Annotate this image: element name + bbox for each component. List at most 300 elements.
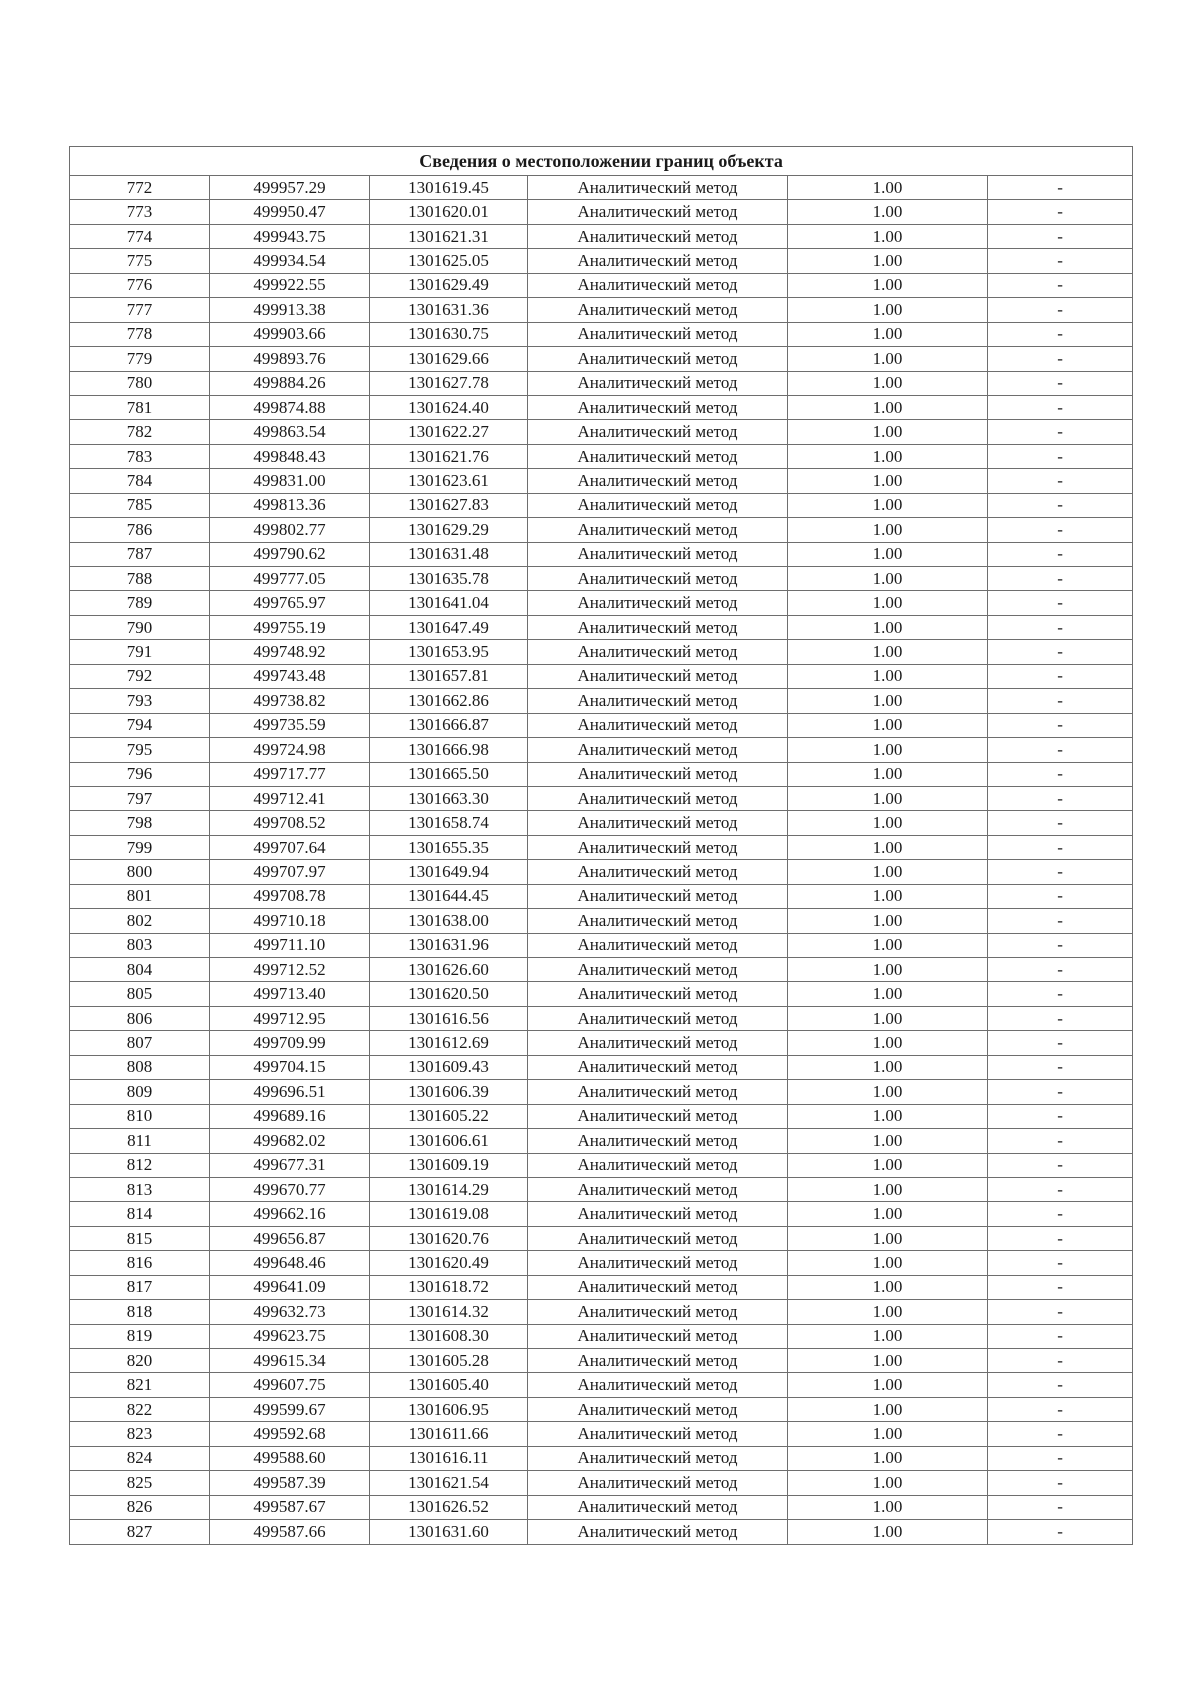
point-number-cell: 772 (70, 176, 210, 200)
y-coordinate-cell: 1301624.40 (370, 395, 528, 419)
y-coordinate-cell: 1301621.31 (370, 224, 528, 248)
method-cell: Аналитический метод (528, 1324, 788, 1348)
y-coordinate-cell: 1301638.00 (370, 909, 528, 933)
point-number-cell: 784 (70, 469, 210, 493)
description-cell: - (988, 493, 1133, 517)
description-cell: - (988, 249, 1133, 273)
accuracy-cell: 1.00 (788, 1006, 988, 1030)
x-coordinate-cell: 499748.92 (210, 640, 370, 664)
point-number-cell: 791 (70, 640, 210, 664)
point-number-cell: 807 (70, 1031, 210, 1055)
accuracy-cell: 1.00 (788, 200, 988, 224)
x-coordinate-cell: 499588.60 (210, 1446, 370, 1470)
y-coordinate-cell: 1301666.87 (370, 713, 528, 737)
y-coordinate-cell: 1301629.66 (370, 347, 528, 371)
point-number-cell: 793 (70, 689, 210, 713)
accuracy-cell: 1.00 (788, 1471, 988, 1495)
x-coordinate-cell: 499738.82 (210, 689, 370, 713)
description-cell: - (988, 1495, 1133, 1519)
accuracy-cell: 1.00 (788, 1520, 988, 1544)
description-cell: - (988, 811, 1133, 835)
accuracy-cell: 1.00 (788, 738, 988, 762)
method-cell: Аналитический метод (528, 395, 788, 419)
point-number-cell: 805 (70, 982, 210, 1006)
x-coordinate-cell: 499934.54 (210, 249, 370, 273)
method-cell: Аналитический метод (528, 371, 788, 395)
x-coordinate-cell: 499922.55 (210, 273, 370, 297)
y-coordinate-cell: 1301662.86 (370, 689, 528, 713)
method-cell: Аналитический метод (528, 738, 788, 762)
accuracy-cell: 1.00 (788, 1275, 988, 1299)
x-coordinate-cell: 499848.43 (210, 444, 370, 468)
accuracy-cell: 1.00 (788, 1251, 988, 1275)
accuracy-cell: 1.00 (788, 933, 988, 957)
point-number-cell: 779 (70, 347, 210, 371)
description-cell: - (988, 860, 1133, 884)
y-coordinate-cell: 1301644.45 (370, 884, 528, 908)
point-number-cell: 827 (70, 1520, 210, 1544)
point-number-cell: 820 (70, 1349, 210, 1373)
method-cell: Аналитический метод (528, 1349, 788, 1373)
x-coordinate-cell: 499696.51 (210, 1080, 370, 1104)
y-coordinate-cell: 1301606.39 (370, 1080, 528, 1104)
table-row (70, 176, 1133, 200)
y-coordinate-cell: 1301608.30 (370, 1324, 528, 1348)
description-cell: - (988, 1226, 1133, 1250)
description-cell: - (988, 1471, 1133, 1495)
method-cell: Аналитический метод (528, 982, 788, 1006)
method-cell: Аналитический метод (528, 1275, 788, 1299)
x-coordinate-cell: 499777.05 (210, 567, 370, 591)
table-title-row (70, 147, 1133, 176)
method-cell: Аналитический метод (528, 835, 788, 859)
accuracy-cell: 1.00 (788, 786, 988, 810)
method-cell: Аналитический метод (528, 1129, 788, 1153)
table-row (70, 958, 1133, 982)
y-coordinate-cell: 1301616.56 (370, 1006, 528, 1030)
table-row (70, 1177, 1133, 1201)
method-cell: Аналитический метод (528, 1446, 788, 1470)
method-cell: Аналитический метод (528, 786, 788, 810)
table-row (70, 982, 1133, 1006)
description-cell: - (988, 1520, 1133, 1544)
method-cell: Аналитический метод (528, 1055, 788, 1079)
y-coordinate-cell: 1301612.69 (370, 1031, 528, 1055)
accuracy-cell: 1.00 (788, 884, 988, 908)
x-coordinate-cell: 499863.54 (210, 420, 370, 444)
accuracy-cell: 1.00 (788, 958, 988, 982)
table-row (70, 762, 1133, 786)
accuracy-cell: 1.00 (788, 1373, 988, 1397)
point-number-cell: 778 (70, 322, 210, 346)
method-cell: Аналитический метод (528, 1251, 788, 1275)
method-cell: Аналитический метод (528, 493, 788, 517)
description-cell: - (988, 640, 1133, 664)
x-coordinate-cell: 499743.48 (210, 664, 370, 688)
y-coordinate-cell: 1301641.04 (370, 591, 528, 615)
x-coordinate-cell: 499765.97 (210, 591, 370, 615)
y-coordinate-cell: 1301621.76 (370, 444, 528, 468)
x-coordinate-cell: 499903.66 (210, 322, 370, 346)
x-coordinate-cell: 499648.46 (210, 1251, 370, 1275)
table-row (70, 1495, 1133, 1519)
accuracy-cell: 1.00 (788, 835, 988, 859)
table-row (70, 493, 1133, 517)
accuracy-cell: 1.00 (788, 1080, 988, 1104)
accuracy-cell: 1.00 (788, 371, 988, 395)
y-coordinate-cell: 1301647.49 (370, 615, 528, 639)
x-coordinate-cell: 499708.52 (210, 811, 370, 835)
description-cell: - (988, 958, 1133, 982)
description-cell: - (988, 1324, 1133, 1348)
description-cell: - (988, 1153, 1133, 1177)
point-number-cell: 816 (70, 1251, 210, 1275)
point-number-cell: 814 (70, 1202, 210, 1226)
y-coordinate-cell: 1301614.29 (370, 1177, 528, 1201)
accuracy-cell: 1.00 (788, 1300, 988, 1324)
accuracy-cell: 1.00 (788, 591, 988, 615)
y-coordinate-cell: 1301666.98 (370, 738, 528, 762)
description-cell: - (988, 982, 1133, 1006)
point-number-cell: 794 (70, 713, 210, 737)
y-coordinate-cell: 1301631.36 (370, 298, 528, 322)
method-cell: Аналитический метод (528, 1226, 788, 1250)
method-cell: Аналитический метод (528, 1006, 788, 1030)
method-cell: Аналитический метод (528, 347, 788, 371)
method-cell: Аналитический метод (528, 1495, 788, 1519)
table-row (70, 1055, 1133, 1079)
point-number-cell: 776 (70, 273, 210, 297)
description-cell: - (988, 1177, 1133, 1201)
method-cell: Аналитический метод (528, 933, 788, 957)
description-cell: - (988, 347, 1133, 371)
point-number-cell: 803 (70, 933, 210, 957)
description-cell: - (988, 1446, 1133, 1470)
method-cell: Аналитический метод (528, 1373, 788, 1397)
y-coordinate-cell: 1301606.95 (370, 1397, 528, 1421)
description-cell: - (988, 371, 1133, 395)
method-cell: Аналитический метод (528, 1520, 788, 1544)
method-cell: Аналитический метод (528, 909, 788, 933)
method-cell: Аналитический метод (528, 689, 788, 713)
y-coordinate-cell: 1301620.76 (370, 1226, 528, 1250)
x-coordinate-cell: 499831.00 (210, 469, 370, 493)
point-number-cell: 783 (70, 444, 210, 468)
point-number-cell: 821 (70, 1373, 210, 1397)
point-number-cell: 802 (70, 909, 210, 933)
accuracy-cell: 1.00 (788, 982, 988, 1006)
description-cell: - (988, 933, 1133, 957)
description-cell: - (988, 664, 1133, 688)
y-coordinate-cell: 1301627.78 (370, 371, 528, 395)
x-coordinate-cell: 499682.02 (210, 1129, 370, 1153)
description-cell: - (988, 395, 1133, 419)
x-coordinate-cell: 499710.18 (210, 909, 370, 933)
point-number-cell: 801 (70, 884, 210, 908)
method-cell: Аналитический метод (528, 1177, 788, 1201)
table-row (70, 860, 1133, 884)
y-coordinate-cell: 1301631.96 (370, 933, 528, 957)
description-cell: - (988, 224, 1133, 248)
table-row (70, 1251, 1133, 1275)
x-coordinate-cell: 499790.62 (210, 542, 370, 566)
point-number-cell: 812 (70, 1153, 210, 1177)
y-coordinate-cell: 1301631.48 (370, 542, 528, 566)
point-number-cell: 826 (70, 1495, 210, 1519)
accuracy-cell: 1.00 (788, 1226, 988, 1250)
table-row (70, 224, 1133, 248)
method-cell: Аналитический метод (528, 884, 788, 908)
description-cell: - (988, 1055, 1133, 1079)
point-number-cell: 798 (70, 811, 210, 835)
description-cell: - (988, 1373, 1133, 1397)
method-cell: Аналитический метод (528, 713, 788, 737)
accuracy-cell: 1.00 (788, 420, 988, 444)
point-number-cell: 819 (70, 1324, 210, 1348)
accuracy-cell: 1.00 (788, 249, 988, 273)
description-cell: - (988, 1300, 1133, 1324)
accuracy-cell: 1.00 (788, 1202, 988, 1226)
y-coordinate-cell: 1301606.61 (370, 1129, 528, 1153)
x-coordinate-cell: 499802.77 (210, 518, 370, 542)
point-number-cell: 811 (70, 1129, 210, 1153)
y-coordinate-cell: 1301658.74 (370, 811, 528, 835)
point-number-cell: 800 (70, 860, 210, 884)
y-coordinate-cell: 1301635.78 (370, 567, 528, 591)
x-coordinate-cell: 499587.66 (210, 1520, 370, 1544)
x-coordinate-cell: 499607.75 (210, 1373, 370, 1397)
y-coordinate-cell: 1301665.50 (370, 762, 528, 786)
y-coordinate-cell: 1301657.81 (370, 664, 528, 688)
method-cell: Аналитический метод (528, 249, 788, 273)
method-cell: Аналитический метод (528, 591, 788, 615)
point-number-cell: 815 (70, 1226, 210, 1250)
x-coordinate-cell: 499712.95 (210, 1006, 370, 1030)
method-cell: Аналитический метод (528, 1080, 788, 1104)
accuracy-cell: 1.00 (788, 176, 988, 200)
description-cell: - (988, 615, 1133, 639)
accuracy-cell: 1.00 (788, 909, 988, 933)
y-coordinate-cell: 1301621.54 (370, 1471, 528, 1495)
description-cell: - (988, 713, 1133, 737)
table-row (70, 273, 1133, 297)
point-number-cell: 799 (70, 835, 210, 859)
method-cell: Аналитический метод (528, 1397, 788, 1421)
x-coordinate-cell: 499677.31 (210, 1153, 370, 1177)
accuracy-cell: 1.00 (788, 1422, 988, 1446)
y-coordinate-cell: 1301629.49 (370, 273, 528, 297)
x-coordinate-cell: 499735.59 (210, 713, 370, 737)
point-number-cell: 777 (70, 298, 210, 322)
description-cell: - (988, 469, 1133, 493)
point-number-cell: 788 (70, 567, 210, 591)
y-coordinate-cell: 1301605.22 (370, 1104, 528, 1128)
point-number-cell: 822 (70, 1397, 210, 1421)
y-coordinate-cell: 1301614.32 (370, 1300, 528, 1324)
y-coordinate-cell: 1301626.52 (370, 1495, 528, 1519)
table-row (70, 347, 1133, 371)
point-number-cell: 790 (70, 615, 210, 639)
x-coordinate-cell: 499623.75 (210, 1324, 370, 1348)
description-cell: - (988, 689, 1133, 713)
x-coordinate-cell: 499957.29 (210, 176, 370, 200)
table-row (70, 1031, 1133, 1055)
x-coordinate-cell: 499913.38 (210, 298, 370, 322)
y-coordinate-cell: 1301620.49 (370, 1251, 528, 1275)
x-coordinate-cell: 499712.52 (210, 958, 370, 982)
method-cell: Аналитический метод (528, 518, 788, 542)
table-row (70, 1324, 1133, 1348)
accuracy-cell: 1.00 (788, 860, 988, 884)
method-cell: Аналитический метод (528, 860, 788, 884)
method-cell: Аналитический метод (528, 444, 788, 468)
table-title: Сведения о местоположении границ объекта (70, 147, 1133, 176)
x-coordinate-cell: 499689.16 (210, 1104, 370, 1128)
table-row (70, 1520, 1133, 1544)
y-coordinate-cell: 1301630.75 (370, 322, 528, 346)
x-coordinate-cell: 499656.87 (210, 1226, 370, 1250)
y-coordinate-cell: 1301627.83 (370, 493, 528, 517)
accuracy-cell: 1.00 (788, 224, 988, 248)
x-coordinate-cell: 499813.36 (210, 493, 370, 517)
description-cell: - (988, 1080, 1133, 1104)
accuracy-cell: 1.00 (788, 1031, 988, 1055)
point-number-cell: 810 (70, 1104, 210, 1128)
description-cell: - (988, 1129, 1133, 1153)
table-row (70, 811, 1133, 835)
accuracy-cell: 1.00 (788, 811, 988, 835)
table-row (70, 786, 1133, 810)
method-cell: Аналитический метод (528, 640, 788, 664)
point-number-cell: 774 (70, 224, 210, 248)
accuracy-cell: 1.00 (788, 615, 988, 639)
point-number-cell: 786 (70, 518, 210, 542)
table-row (70, 909, 1133, 933)
table-row (70, 518, 1133, 542)
x-coordinate-cell: 499632.73 (210, 1300, 370, 1324)
x-coordinate-cell: 499615.34 (210, 1349, 370, 1373)
table-row (70, 469, 1133, 493)
method-cell: Аналитический метод (528, 1031, 788, 1055)
y-coordinate-cell: 1301609.19 (370, 1153, 528, 1177)
method-cell: Аналитический метод (528, 1104, 788, 1128)
table-row (70, 200, 1133, 224)
point-number-cell: 780 (70, 371, 210, 395)
method-cell: Аналитический метод (528, 762, 788, 786)
method-cell: Аналитический метод (528, 224, 788, 248)
x-coordinate-cell: 499704.15 (210, 1055, 370, 1079)
description-cell: - (988, 420, 1133, 444)
table-row (70, 1349, 1133, 1373)
table-row (70, 884, 1133, 908)
y-coordinate-cell: 1301653.95 (370, 640, 528, 664)
method-cell: Аналитический метод (528, 615, 788, 639)
method-cell: Аналитический метод (528, 1300, 788, 1324)
description-cell: - (988, 884, 1133, 908)
description-cell: - (988, 1104, 1133, 1128)
x-coordinate-cell: 499592.68 (210, 1422, 370, 1446)
accuracy-cell: 1.00 (788, 713, 988, 737)
accuracy-cell: 1.00 (788, 493, 988, 517)
accuracy-cell: 1.00 (788, 1446, 988, 1470)
description-cell: - (988, 1275, 1133, 1299)
table-row (70, 542, 1133, 566)
accuracy-cell: 1.00 (788, 1129, 988, 1153)
method-cell: Аналитический метод (528, 542, 788, 566)
y-coordinate-cell: 1301611.66 (370, 1422, 528, 1446)
method-cell: Аналитический метод (528, 469, 788, 493)
description-cell: - (988, 567, 1133, 591)
table-row (70, 1226, 1133, 1250)
description-cell: - (988, 1349, 1133, 1373)
table-row (70, 640, 1133, 664)
accuracy-cell: 1.00 (788, 567, 988, 591)
point-number-cell: 823 (70, 1422, 210, 1446)
point-number-cell: 789 (70, 591, 210, 615)
description-cell: - (988, 835, 1133, 859)
point-number-cell: 795 (70, 738, 210, 762)
point-number-cell: 787 (70, 542, 210, 566)
table-row (70, 713, 1133, 737)
table-row (70, 615, 1133, 639)
method-cell: Аналитический метод (528, 420, 788, 444)
y-coordinate-cell: 1301629.29 (370, 518, 528, 542)
table-row (70, 591, 1133, 615)
accuracy-cell: 1.00 (788, 469, 988, 493)
y-coordinate-cell: 1301620.01 (370, 200, 528, 224)
accuracy-cell: 1.00 (788, 518, 988, 542)
description-cell: - (988, 1422, 1133, 1446)
x-coordinate-cell: 499711.10 (210, 933, 370, 957)
description-cell: - (988, 1251, 1133, 1275)
accuracy-cell: 1.00 (788, 1153, 988, 1177)
description-cell: - (988, 542, 1133, 566)
accuracy-cell: 1.00 (788, 762, 988, 786)
table-row (70, 371, 1133, 395)
point-number-cell: 782 (70, 420, 210, 444)
accuracy-cell: 1.00 (788, 444, 988, 468)
y-coordinate-cell: 1301631.60 (370, 1520, 528, 1544)
x-coordinate-cell: 499670.77 (210, 1177, 370, 1201)
y-coordinate-cell: 1301649.94 (370, 860, 528, 884)
table-row (70, 420, 1133, 444)
description-cell: - (988, 1397, 1133, 1421)
method-cell: Аналитический метод (528, 273, 788, 297)
y-coordinate-cell: 1301618.72 (370, 1275, 528, 1299)
x-coordinate-cell: 499950.47 (210, 200, 370, 224)
description-cell: - (988, 1202, 1133, 1226)
point-number-cell: 796 (70, 762, 210, 786)
point-number-cell: 813 (70, 1177, 210, 1201)
table-row (70, 664, 1133, 688)
y-coordinate-cell: 1301655.35 (370, 835, 528, 859)
accuracy-cell: 1.00 (788, 1495, 988, 1519)
point-number-cell: 818 (70, 1300, 210, 1324)
x-coordinate-cell: 499893.76 (210, 347, 370, 371)
method-cell: Аналитический метод (528, 1153, 788, 1177)
x-coordinate-cell: 499724.98 (210, 738, 370, 762)
y-coordinate-cell: 1301625.05 (370, 249, 528, 273)
method-cell: Аналитический метод (528, 567, 788, 591)
accuracy-cell: 1.00 (788, 689, 988, 713)
description-cell: - (988, 909, 1133, 933)
method-cell: Аналитический метод (528, 176, 788, 200)
point-number-cell: 804 (70, 958, 210, 982)
x-coordinate-cell: 499755.19 (210, 615, 370, 639)
table-row (70, 1300, 1133, 1324)
table-row (70, 395, 1133, 419)
table-row (70, 1397, 1133, 1421)
